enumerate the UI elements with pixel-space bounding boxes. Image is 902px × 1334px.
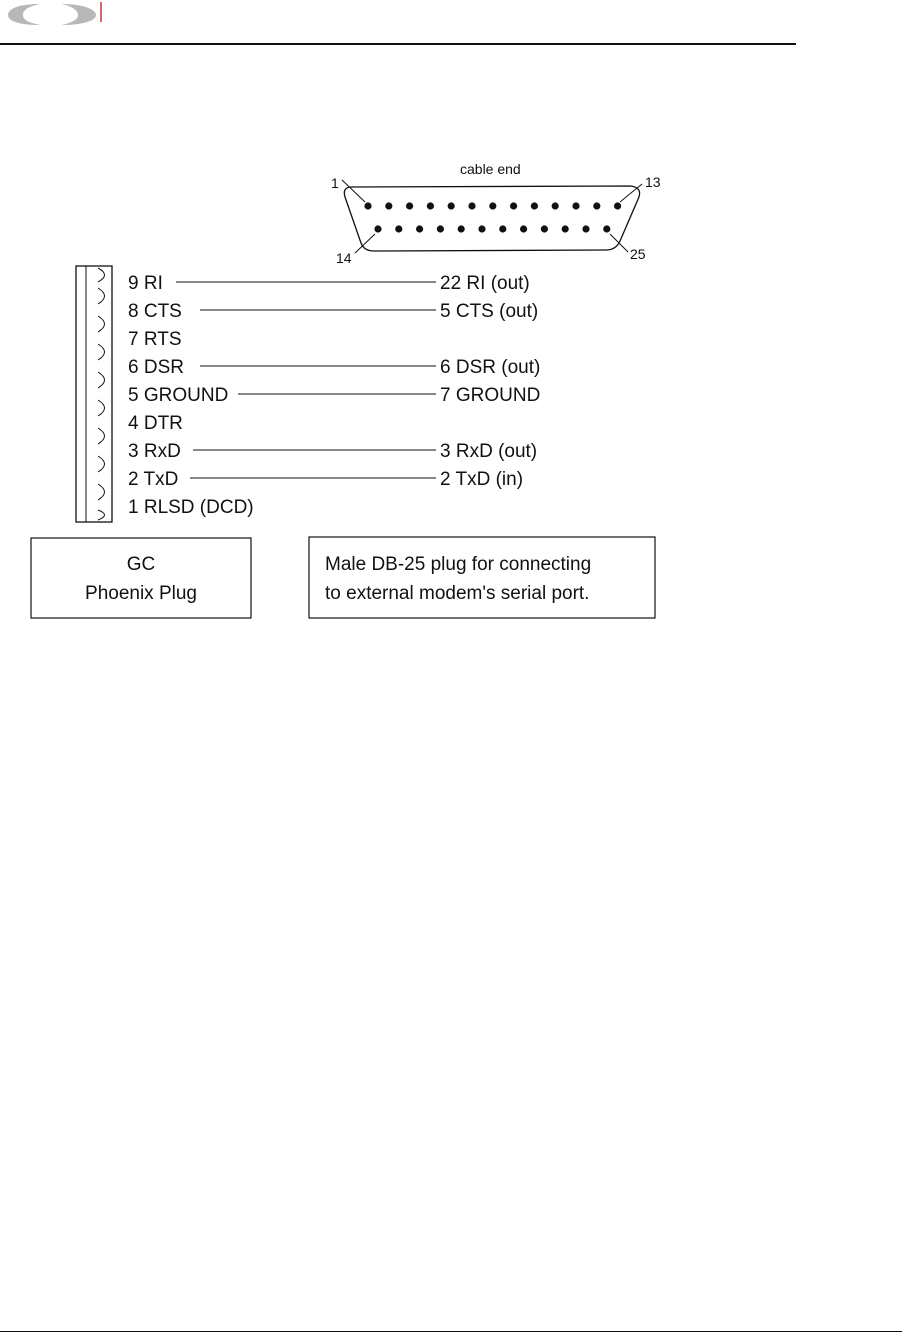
db25-pin-3: 3 RxD (out) [440, 441, 538, 462]
db25-pin-7: 7 GROUND [440, 385, 541, 406]
connector-pin-dot [593, 202, 600, 209]
connector-pin-dot [406, 202, 413, 209]
connector-pin-dot [510, 202, 517, 209]
connector-pin-dot [374, 225, 381, 232]
pin-dots [364, 202, 621, 232]
phoenix-pin-6: 6 DSR [128, 357, 184, 378]
connector-pin-dot [416, 225, 423, 232]
terminal-scallops [98, 268, 105, 520]
db25-connector [331, 161, 661, 266]
pin-label-1: 1 [331, 175, 339, 191]
phoenix-caption-box [31, 538, 251, 618]
phoenix-box-line1: GC [126, 554, 156, 575]
connector-pin-dot [520, 225, 527, 232]
connector-pin-dot [582, 225, 589, 232]
connector-pin-dot [614, 202, 621, 209]
footer-rule [0, 1331, 902, 1332]
connector-pin-dot [562, 225, 569, 232]
connector-pin-dot [603, 225, 610, 232]
connector-pin-dot [552, 202, 559, 209]
connector-pin-dot [499, 225, 506, 232]
connector-shell [344, 186, 639, 251]
phoenix-pin-9: 9 RI [128, 273, 163, 294]
connector-pin-dot [478, 225, 485, 232]
connector-pin-dot [489, 202, 496, 209]
phoenix-pin-2: 2 TxD [128, 469, 179, 490]
connector-pin-dot [427, 202, 434, 209]
phoenix-terminal-block [76, 266, 112, 522]
pin-label-25: 25 [630, 246, 646, 262]
db25-box-line2: to external modem's serial port. [325, 583, 590, 604]
phoenix-pin-1: 1 RLSD (DCD) [128, 497, 254, 518]
pin-rows [128, 273, 540, 518]
connector-pin-dot [385, 202, 392, 209]
connector-pin-dot [541, 225, 548, 232]
db25-box-line1: Male DB-25 plug for connecting [325, 554, 592, 575]
db25-pin-6: 6 DSR (out) [440, 357, 541, 378]
db25-pin-22: 22 RI (out) [440, 273, 530, 294]
connector-pin-dot [448, 202, 455, 209]
connector-pin-dot [364, 202, 371, 209]
phoenix-pin-8: 8 CTS [128, 301, 182, 322]
phoenix-pin-3: 3 RxD [128, 441, 181, 462]
connector-pin-dot [437, 225, 444, 232]
connector-pin-dot [531, 202, 538, 209]
phoenix-pin-7: 7 RTS [128, 329, 182, 350]
db25-caption-box [309, 537, 655, 618]
db25-pin-5: 5 CTS (out) [440, 301, 539, 322]
pin-label-13: 13 [645, 174, 661, 190]
connector-caption: cable end [460, 161, 521, 177]
connector-pin-dot [572, 202, 579, 209]
phoenix-box-line2: Phoenix Plug [85, 583, 197, 604]
pin-label-14: 14 [336, 250, 352, 266]
connector-pin-dot [395, 225, 402, 232]
connector-pin-dot [458, 225, 465, 232]
phoenix-pin-4: 4 DTR [128, 413, 183, 434]
db25-pin-2: 2 TxD (in) [440, 469, 524, 490]
phoenix-pin-5: 5 GROUND [128, 385, 229, 406]
connector-pin-dot [468, 202, 475, 209]
